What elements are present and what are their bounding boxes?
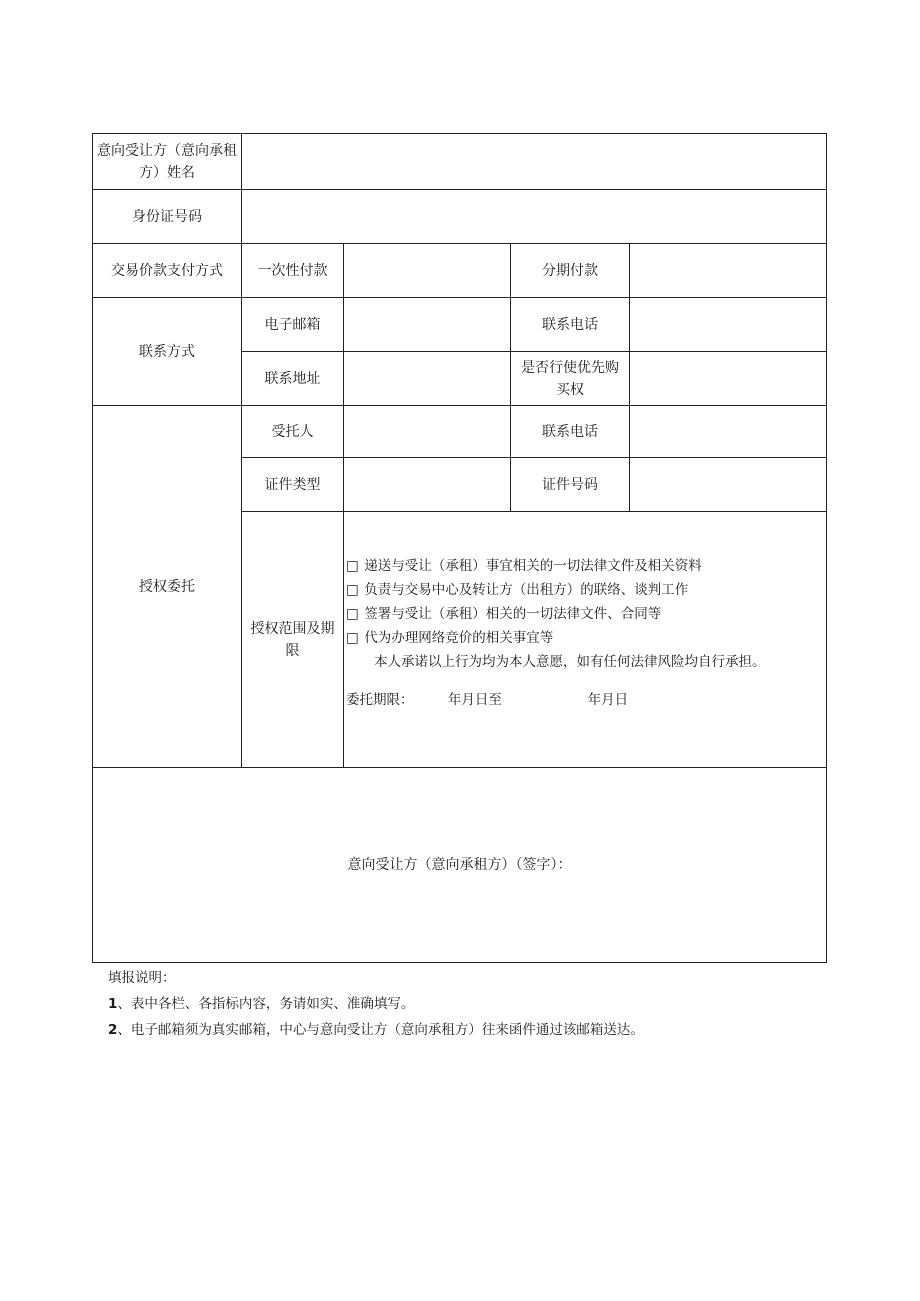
transferee-name-label-text: 意向受让方（意向承租方）姓名 [97,142,237,181]
cert-number-label [511,458,630,512]
signature-area[interactable] [93,768,826,962]
scope-item-text: 负责与交易中心及转让方（出租方）的联络、谈判工作 [364,582,689,598]
scope-item[interactable] [346,578,688,602]
note-text: 、电子邮箱须为真实邮箱，中心与意向受让方（意向承租方）往来函件通过该邮箱送达。 [117,1022,644,1038]
authorization-label [93,406,242,768]
filling-instructions [108,965,828,1043]
preemption-field[interactable] [630,352,826,406]
application-form-table [92,133,827,963]
notes-title: 填报说明： [108,970,176,986]
scope-item[interactable] [346,554,702,578]
note-number: 1 [108,996,118,1012]
lump-sum-field[interactable] [344,244,511,298]
email-label-text: 电子邮箱 [264,316,321,333]
authorization-period: 委托期限： 年月日至 年月日 [346,692,629,708]
authorization-label-text: 授权委托 [139,578,195,595]
address-label-text: 联系地址 [264,370,321,387]
scope-item-text: 签署与受让（承租）相关的一切法律文件、合同等 [364,606,662,622]
agent-label [242,406,344,458]
email-label [242,298,344,352]
phone-field[interactable] [630,298,826,352]
installment-label [511,244,630,298]
installment-field[interactable] [630,244,826,298]
preemption-label [511,352,630,406]
transferee-name-label [93,134,242,190]
address-label [242,352,344,406]
note-text: 、表中各栏、各指标内容，务请如实、准确填写。 [117,996,415,1012]
note-number: 2 [108,1022,118,1038]
preemption-label-text: 是否行使优先购买权 [521,359,619,398]
agent-phone-label [511,406,630,458]
agent-field[interactable] [344,406,511,458]
checkbox-icon[interactable]: □ [346,630,359,646]
checkbox-icon[interactable]: □ [346,558,359,574]
checkbox-icon[interactable]: □ [346,606,359,622]
scope-item[interactable] [346,602,661,626]
payment-method-label-text: 交易价款支付方式 [111,262,223,279]
scope-label [242,512,344,768]
id-number-field[interactable] [242,190,826,244]
cert-type-label-text: 证件类型 [264,476,321,493]
lump-sum-label-text: 一次性付款 [257,262,328,279]
agent-label-text: 受托人 [271,423,314,440]
contact-label-text: 联系方式 [139,343,195,360]
cert-number-label-text: 证件号码 [542,476,598,493]
installment-label-text: 分期付款 [542,262,598,279]
phone-label-text: 联系电话 [542,316,598,333]
cert-type-label [242,458,344,512]
note-item [108,1017,828,1043]
id-number-label-text: 身份证号码 [132,208,202,225]
lump-sum-label [242,244,344,298]
agent-phone-field[interactable] [630,406,826,458]
id-number-label [93,190,242,244]
address-field[interactable] [344,352,511,406]
email-field[interactable] [344,298,511,352]
scope-content [344,512,826,768]
scope-label-text: 授权范围及期限 [250,620,335,659]
note-item [108,991,828,1017]
signature-label: 意向受让方（意向承租方）（签字）： [347,857,572,873]
checkbox-icon[interactable]: □ [346,582,359,598]
scope-item-text: 递送与受让（承租）事宜相关的一切法律文件及相关资料 [364,558,702,574]
agent-phone-label-text: 联系电话 [542,423,598,440]
cert-number-field[interactable] [630,458,826,512]
contact-label [93,298,242,406]
cert-type-field[interactable] [344,458,511,512]
scope-item[interactable] [346,626,553,650]
phone-label [511,298,630,352]
payment-method-label [93,244,242,298]
commitment-text: 本人承诺以上行为均为本人意愿，如有任何法律风险均自行承担。 [374,654,766,670]
transferee-name-field[interactable] [242,134,826,190]
scope-item-text: 代为办理网络竞价的相关事宜等 [364,630,554,646]
